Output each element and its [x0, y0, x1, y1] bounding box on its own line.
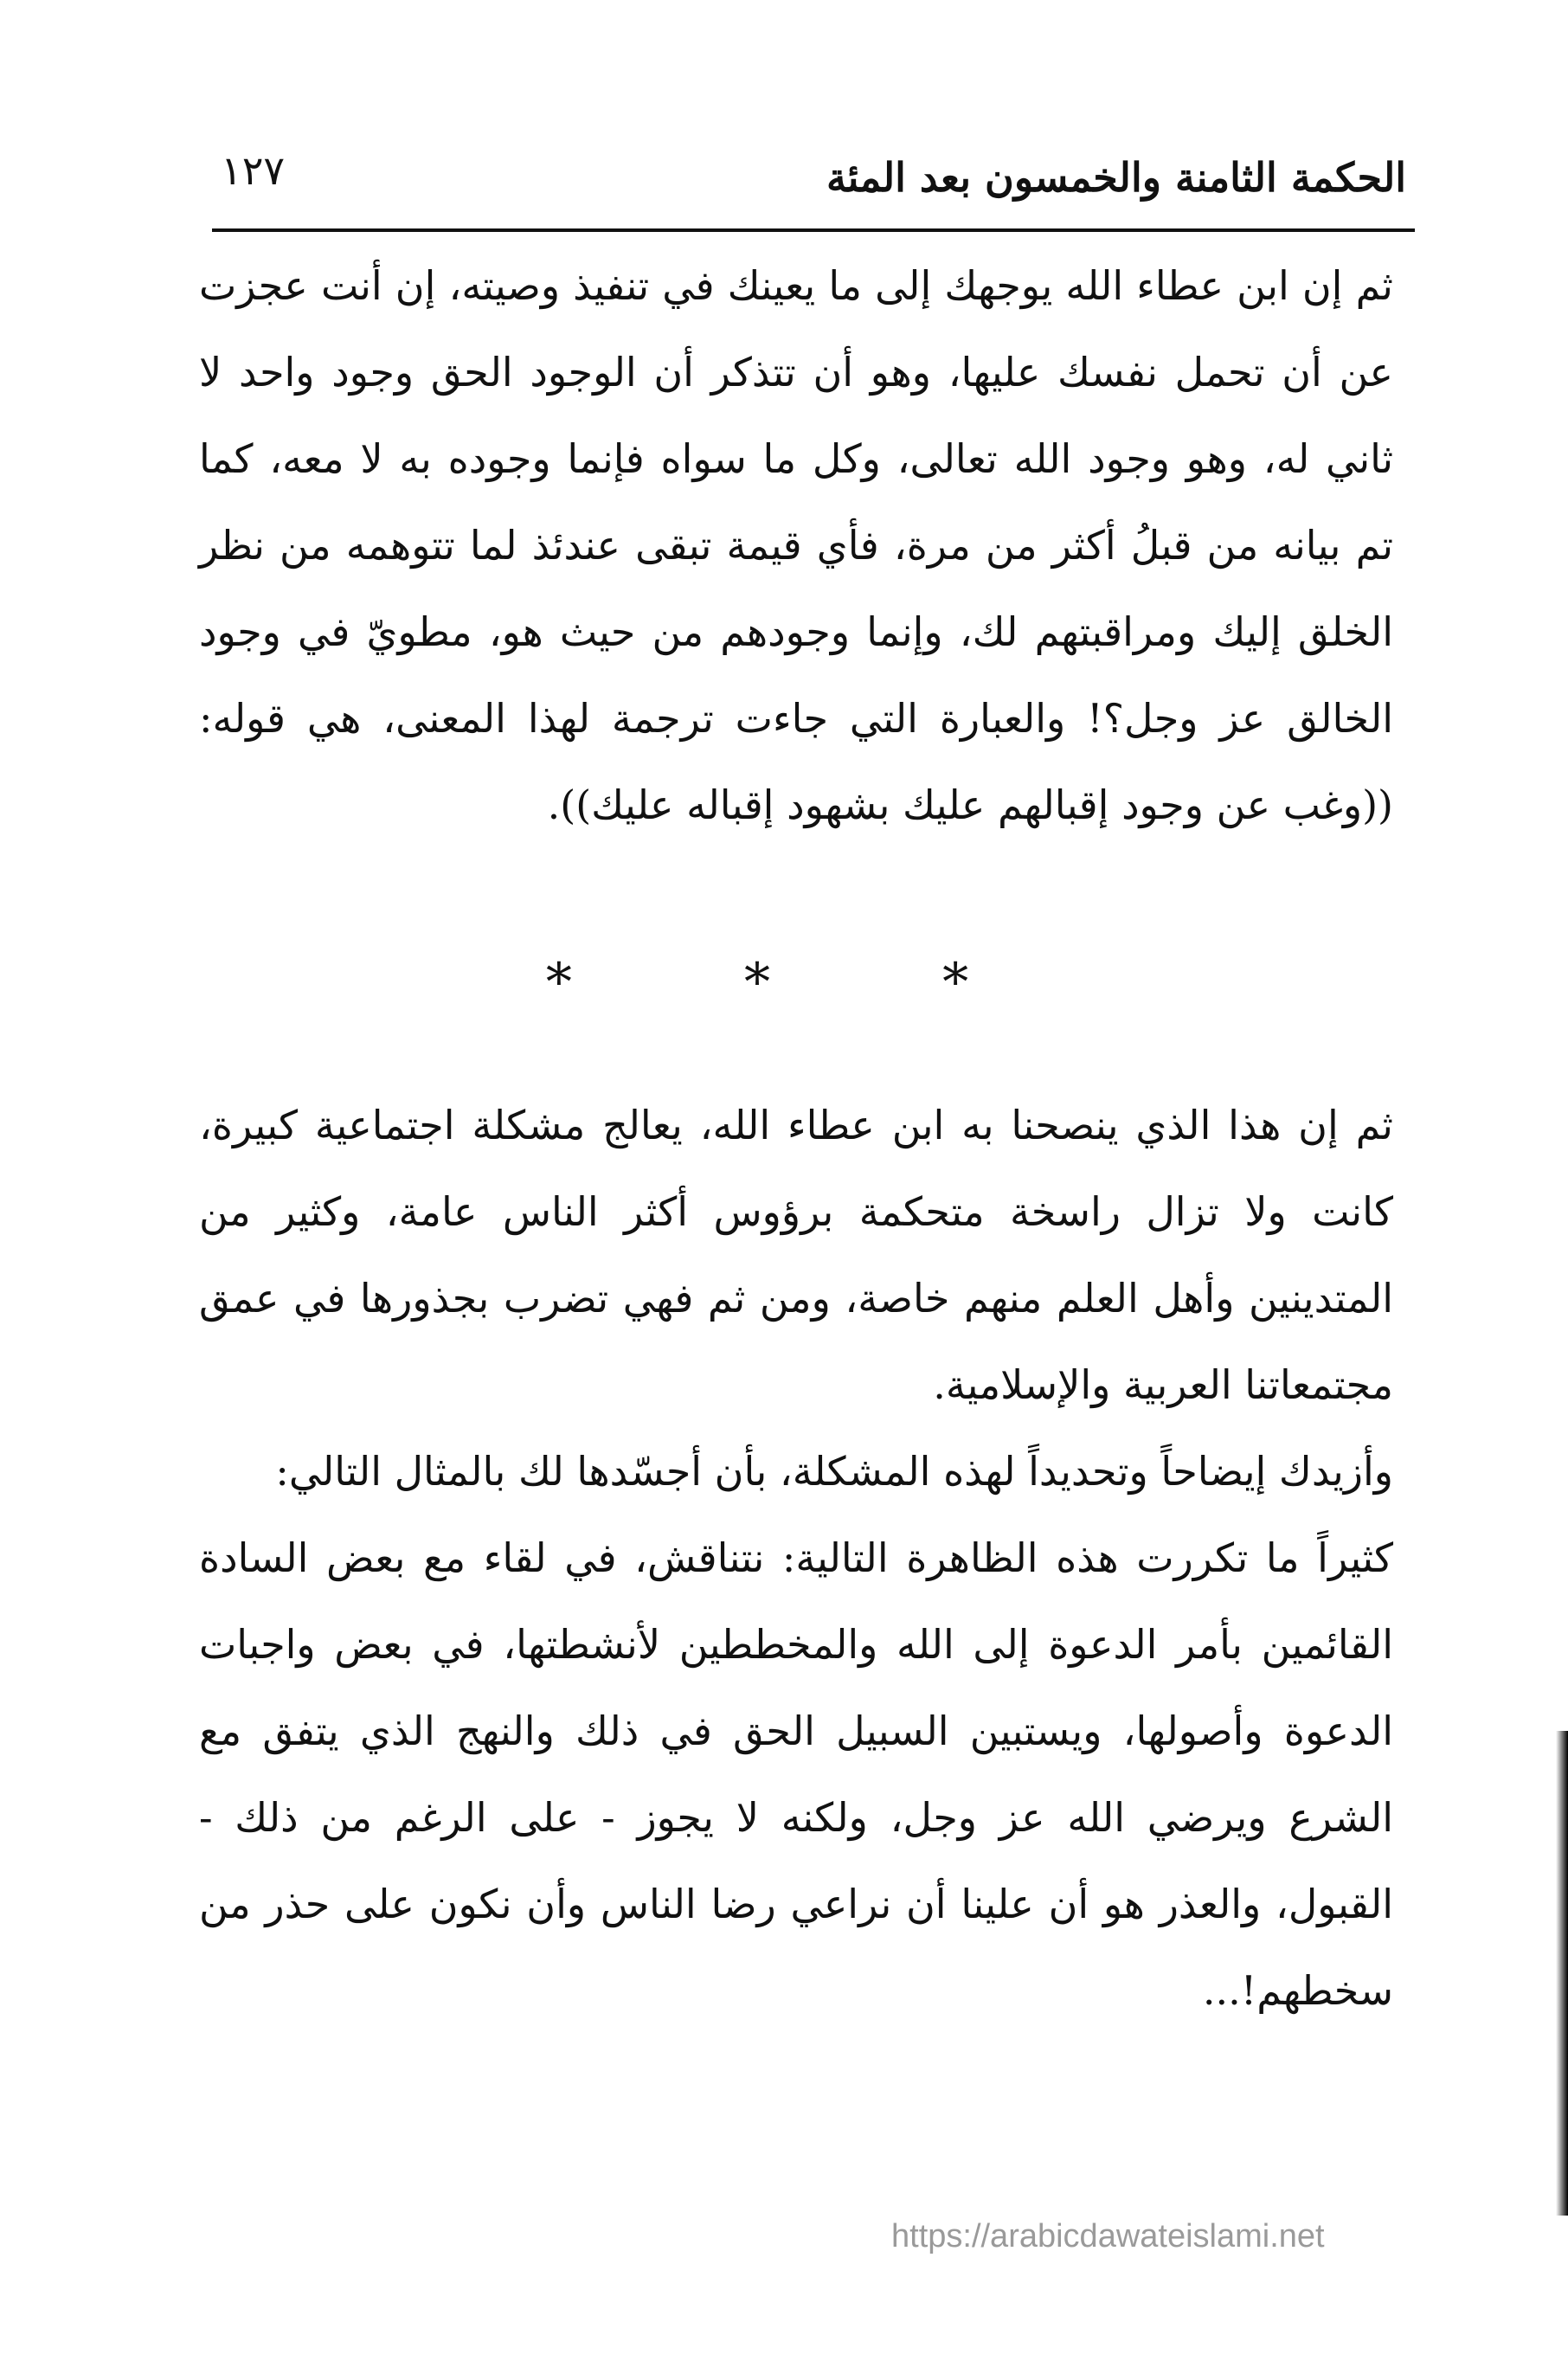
- watermark: https://arabicdawateislami.net: [891, 2218, 1325, 2254]
- section-separator: * * *: [545, 952, 1047, 1013]
- paragraph: كثيراً ما تكررت هذه الظاهرة التالية: نتناقش، في لقاء مع بعض السادة القائمين بأمر الدعوة إلى الله والمخططين لأنشطتها، في بعض واجبات الدعوة وأصولها، ويستبين السبيل الحق في ذلك والنهج الذي يتفق مع الشرع ويرضي الله عز وجل، ولكنه لا يجوز - على الرغم من ذلك - القبول، والعذر هو أن علينا أن نراعي رضا الناس وأن نكون على حذر من سخطهم!...: [199, 1534, 1393, 2014]
- section-one: [199, 242, 1393, 848]
- paragraph: وأزيدك إيضاحاً وتحديداً لهذه المشكلة، بأن أجسّدها لك بالمثال التالي:: [275, 1448, 1393, 1495]
- binding-edge-shadow: [1556, 1731, 1568, 2216]
- paragraph: ثم إن هذا الذي ينصحنا به ابن عطاء الله، يعالج مشكلة اجتماعية كبيرة، كانت ولا تزال راسخة متحكمة برؤوس أكثر الناس عامة، وكثير من المتدينين وأهل العلم منهم خاصة، ومن ثم فهي تضرب بجذورها في عمق مجتمعاتنا العربية والإسلامية.: [199, 1102, 1393, 1408]
- running-title: الحكمة الثامنة والخمسون بعد المئة: [826, 154, 1406, 201]
- header-rule: [212, 228, 1415, 232]
- page-header: [221, 138, 1406, 234]
- paragraph: ثم إن ابن عطاء الله يوجهك إلى ما يعينك في تنفيذ وصيته، إن أنت عجزت عن أن تحمل نفسك عليها، وهو أن تتذكر أن الوجود الحق وجود واحد لا ثاني له، وهو وجود الله تعالى، وكل ما سواه فإنما وجوده به لا معه، كما تم بيانه من قبلُ أكثر من مرة، فأي قيمة تبقى عندئذ لما تتوهمه من نظر الخلق إليك ومراقبتهم لك، وإنما وجودهم من حيث هو، مطويّ في وجود الخالق عز وجل؟! والعبارة التي جاءت ترجمة لهذا المعنى، هي قوله: ((وغب عن وجود إقبالهم عليك بشهود إقباله عليك)).: [199, 262, 1393, 828]
- page-number: ١٢٧: [221, 147, 286, 194]
- section-two: [199, 1082, 1393, 2034]
